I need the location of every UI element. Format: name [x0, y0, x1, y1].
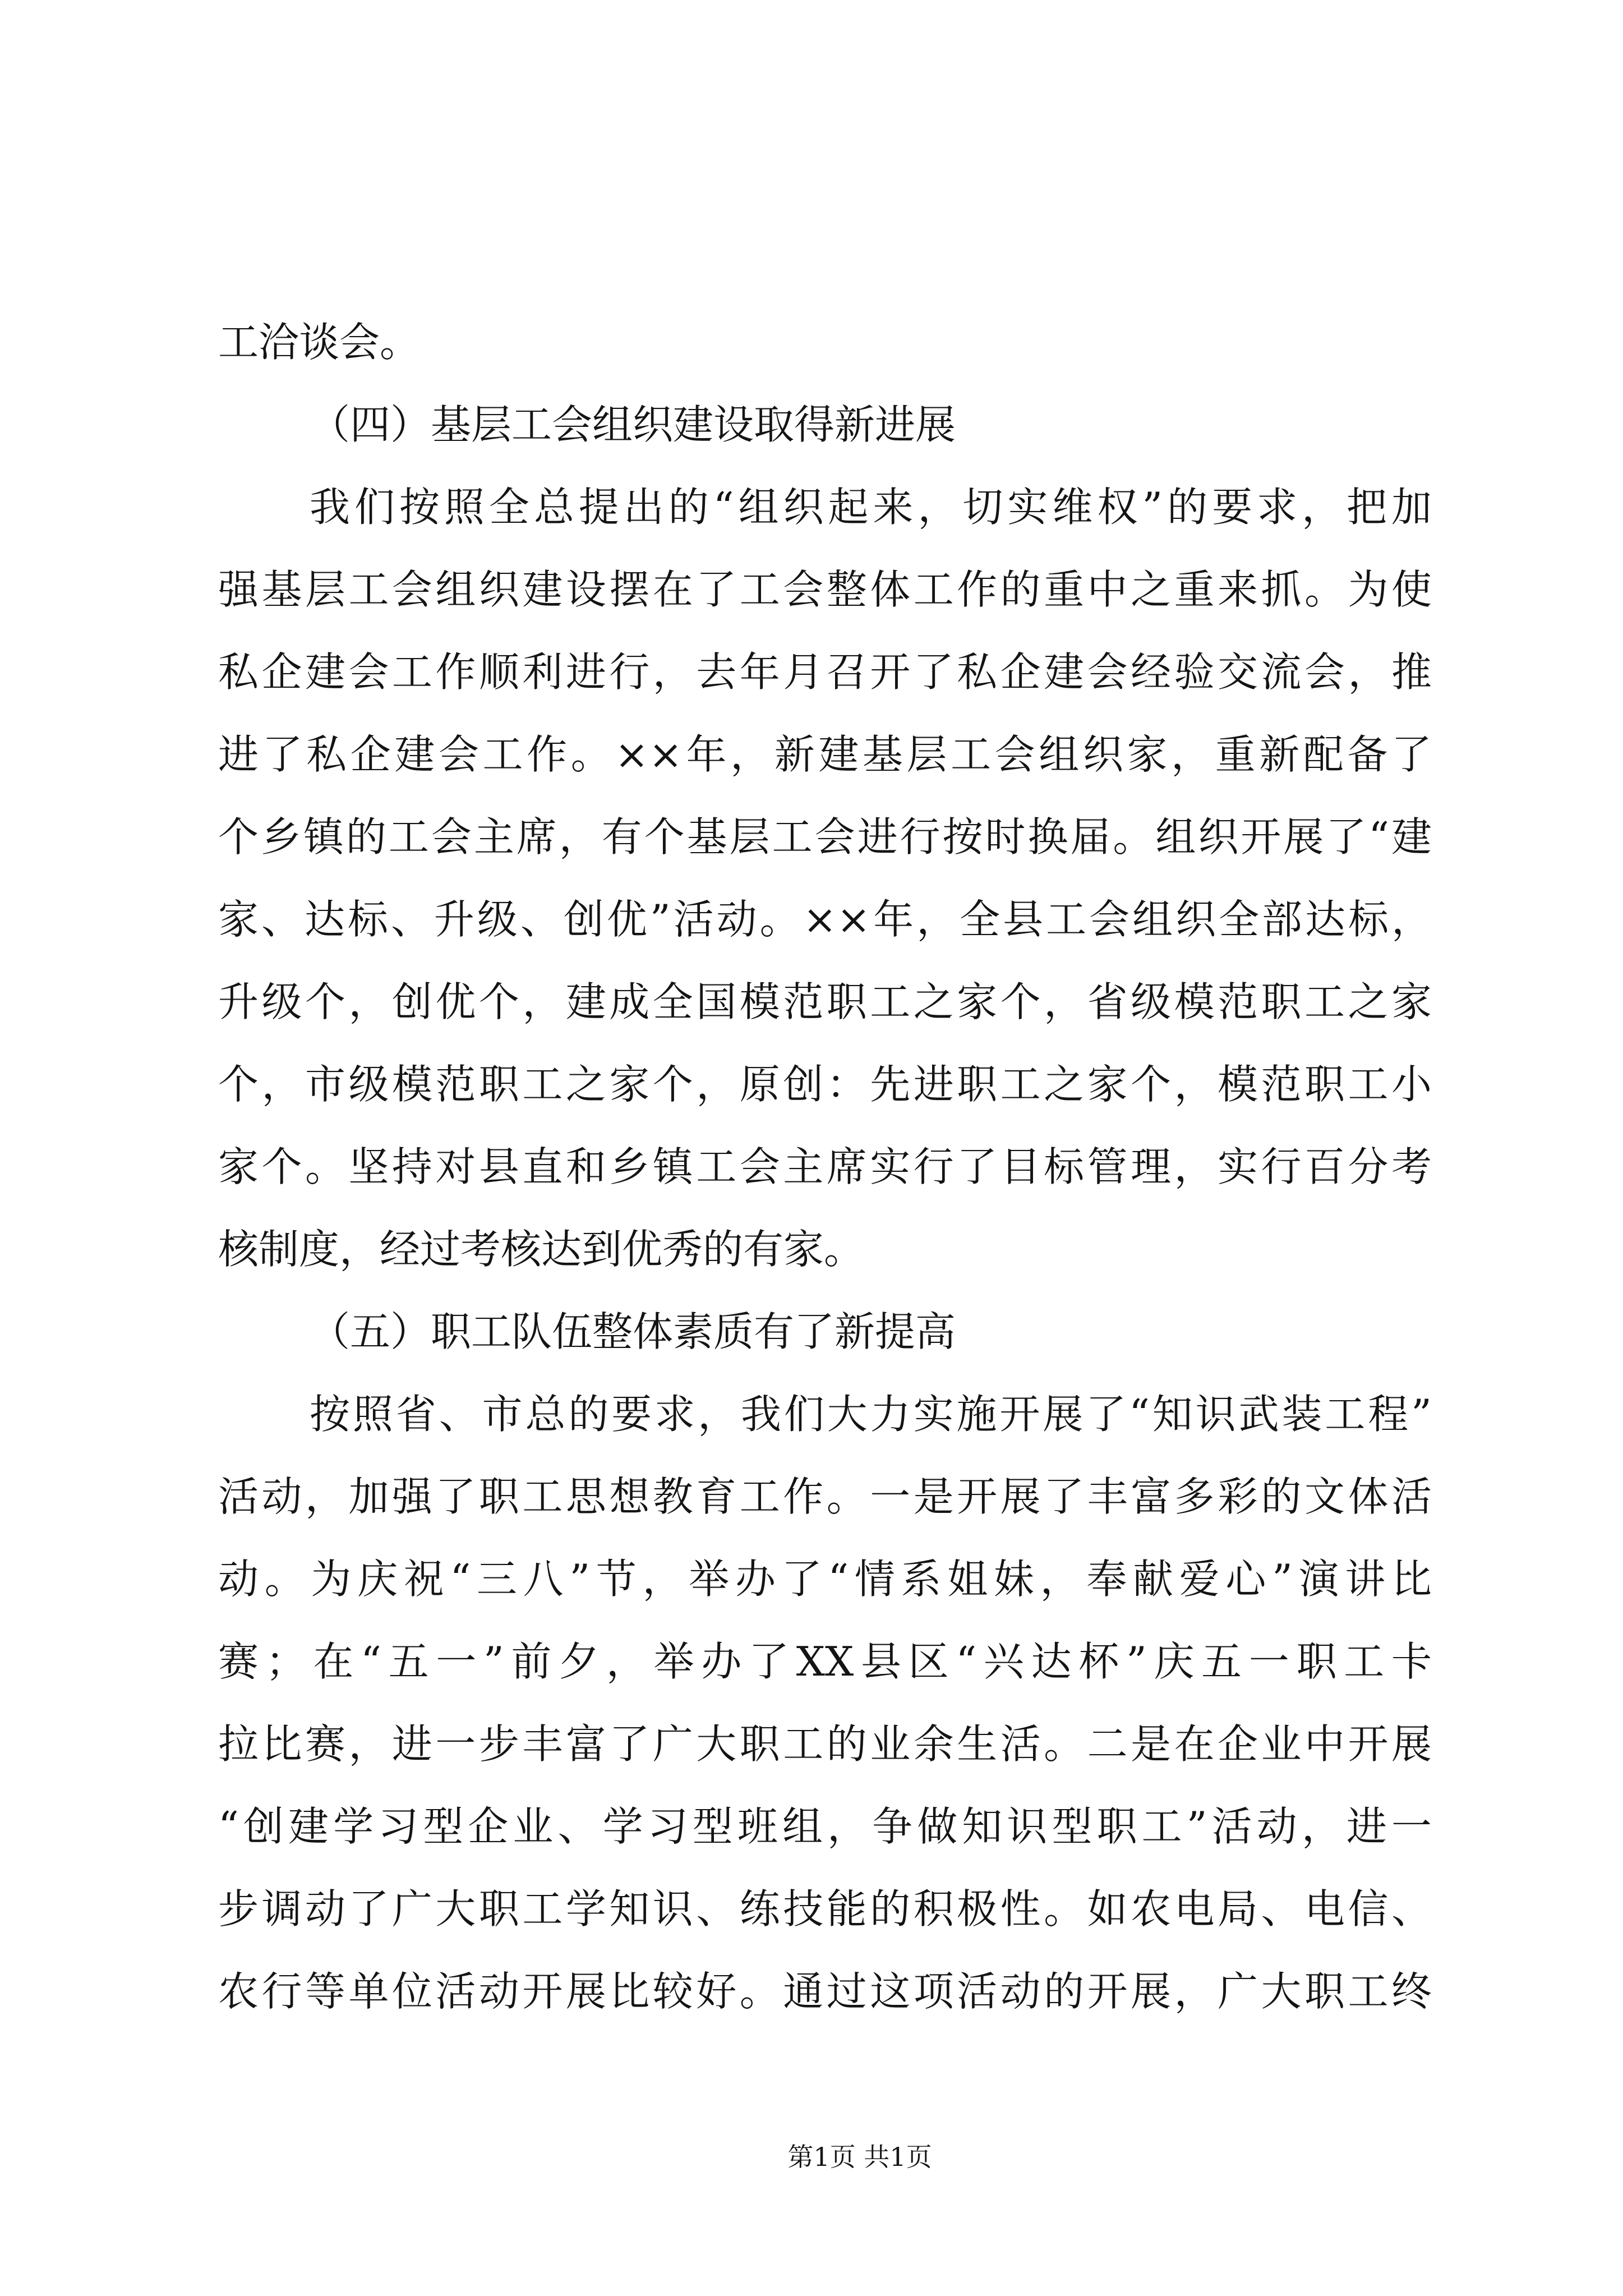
text-line: 工洽谈会。: [218, 319, 421, 366]
section-heading: （四）基层工会组织建设取得新进展: [310, 401, 956, 448]
text-line: 核制度，经过考核达到优秀的有家。: [218, 1226, 865, 1273]
text-line: 家、达标、升级、创优”活动。××年，全县工会组织全部达标，: [218, 896, 1432, 943]
text-line: 升级个，创优个，建成全国模范职工之家个，省级模范职工之家: [218, 978, 1432, 1025]
text-line: 私企建会工作顺利进行，去年月召开了私企建会经验交流会，推: [218, 648, 1432, 696]
text-line: 赛；在“五一”前夕，举办了XX县区“兴达杯”庆五一职工卡: [218, 1638, 1432, 1685]
text-line: 个，市级模范职工之家个，原创：先进职工之家个，模范职工小: [218, 1061, 1432, 1108]
text-line: 家个。坚持对县直和乡镇工会主席实行了目标管理，实行百分考: [218, 1143, 1432, 1190]
document-body: [218, 301, 1432, 2033]
page-footer: 第1页 共1页: [787, 2142, 932, 2172]
text-line: 农行等单位活动开展比较好。通过这项活动的开展，广大职工终: [218, 1968, 1432, 2015]
text-line: “创建学习型企业、学习型班组，争做知识型职工”活动，进一: [218, 1803, 1432, 1850]
text-line: 强基层工会组织建设摆在了工会整体工作的重中之重来抓。为使: [218, 566, 1432, 613]
text-line: 活动，加强了职工思想教育工作。一是开展了丰富多彩的文体活: [218, 1473, 1432, 1520]
text-line: 动。为庆祝“三八”节，举办了“情系姐妹，奉献爱心”演讲比: [218, 1556, 1432, 1603]
text-line: 进了私企建会工作。××年，新建基层工会组织家，重新配备了: [218, 731, 1432, 778]
section-heading: （五）职工队伍整体素质有了新提高: [310, 1308, 956, 1355]
text-line: 步调动了广大职工学知识、练技能的积极性。如农电局、电信、: [218, 1885, 1432, 1932]
text-line: 我们按照全总提出的“组织起来，切实维权”的要求，把加: [310, 484, 1432, 531]
text-line: 拉比赛，进一步丰富了广大职工的业余生活。二是在企业中开展: [218, 1720, 1432, 1768]
text-line: 个乡镇的工会主席，有个基层工会进行按时换届。组织开展了“建: [218, 813, 1432, 861]
text-line: 按照省、市总的要求，我们大力实施开展了“知识武装工程”: [310, 1391, 1432, 1438]
